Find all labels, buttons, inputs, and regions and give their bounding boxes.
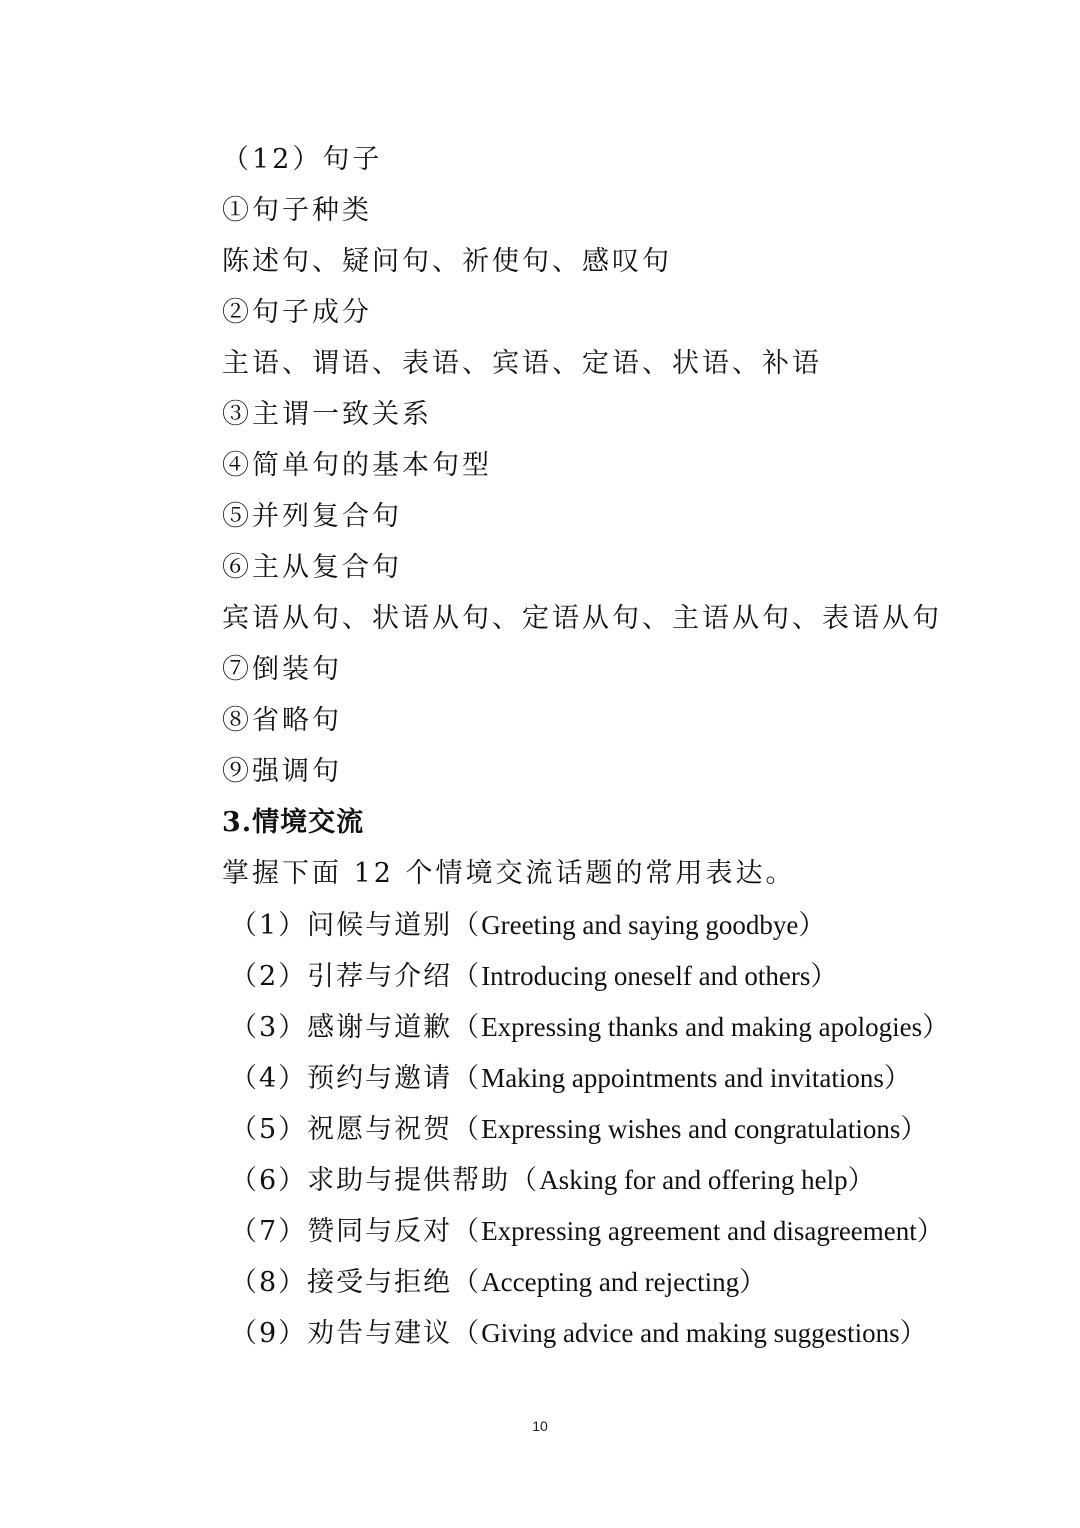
topic-close: ） bbox=[883, 1063, 913, 1094]
topic-en: Giving advice and making suggestions bbox=[481, 1318, 900, 1348]
topic-en: Expressing wishes and congratulations bbox=[481, 1114, 901, 1144]
topic-zh: （2）引荐与介绍（ bbox=[230, 961, 482, 992]
topic-zh: （7）赞同与反对（ bbox=[230, 1216, 482, 1247]
topic-close: ） bbox=[922, 1012, 952, 1043]
subsection-sentence-components: ②句子成分 bbox=[222, 297, 372, 328]
topic-close: ） bbox=[900, 1114, 930, 1145]
complex-sentence-content: 宾语从句、状语从句、定语从句、主语从句、表语从句 bbox=[222, 603, 942, 634]
page-number: 10 bbox=[532, 1418, 548, 1434]
topic-item bbox=[230, 1158, 877, 1202]
topic-en: Introducing oneself and others bbox=[481, 961, 811, 991]
topic-item bbox=[230, 1107, 929, 1151]
subsection-sentence-types: ①句子种类 bbox=[222, 195, 372, 226]
topic-en: Asking for and offering help bbox=[539, 1165, 848, 1195]
topic-zh: （9）劝告与建议（ bbox=[230, 1318, 482, 1349]
topic-item bbox=[230, 1209, 946, 1253]
topic-close: ） bbox=[847, 1165, 877, 1196]
topic-close: ） bbox=[916, 1216, 946, 1247]
section-3-heading: 3.情境交流 bbox=[222, 807, 365, 838]
topic-zh: （8）接受与拒绝（ bbox=[230, 1267, 482, 1298]
topic-item bbox=[230, 903, 827, 947]
section-12-title: （12）句子 bbox=[222, 144, 383, 175]
subsection-emphatic-sentence: ⑨强调句 bbox=[222, 756, 342, 787]
topic-en: Accepting and rejecting bbox=[481, 1267, 740, 1297]
topic-zh: （3）感谢与道歉（ bbox=[230, 1012, 482, 1043]
topic-close: ） bbox=[798, 910, 828, 941]
subsection-ellipsis: ⑧省略句 bbox=[222, 705, 342, 736]
topic-zh: （6）求助与提供帮助（ bbox=[230, 1165, 540, 1196]
topic-item bbox=[230, 1056, 913, 1100]
subsection-inversion: ⑦倒装句 bbox=[222, 654, 342, 685]
topic-item bbox=[230, 1260, 768, 1304]
topic-item bbox=[230, 1311, 929, 1355]
topic-close: ） bbox=[810, 961, 840, 992]
subsection-subject-verb-agreement: ③主谓一致关系 bbox=[222, 399, 432, 430]
topic-close: ） bbox=[739, 1267, 769, 1298]
topic-en: Expressing thanks and making apologies bbox=[481, 1012, 923, 1042]
topic-zh: （4）预约与邀请（ bbox=[230, 1063, 482, 1094]
topic-en: Expressing agreement and disagreement bbox=[481, 1216, 917, 1246]
topic-item bbox=[230, 954, 839, 998]
sentence-types-content: 陈述句、疑问句、祈使句、感叹句 bbox=[222, 246, 672, 277]
topic-en: Greeting and saying goodbye bbox=[481, 910, 799, 940]
topic-item bbox=[230, 1005, 951, 1049]
subsection-compound-sentence: ⑤并列复合句 bbox=[222, 501, 402, 532]
topic-zh: （1）问候与道别（ bbox=[230, 910, 482, 941]
topic-en: Making appointments and invitations bbox=[481, 1063, 884, 1093]
sentence-components-content: 主语、谓语、表语、宾语、定语、状语、补语 bbox=[222, 348, 822, 379]
subsection-complex-sentence: ⑥主从复合句 bbox=[222, 552, 402, 583]
section-3-intro: 掌握下面 12 个情境交流话题的常用表达。 bbox=[222, 858, 796, 889]
subsection-simple-sentence-patterns: ④简单句的基本句型 bbox=[222, 450, 492, 481]
topic-close: ） bbox=[899, 1318, 929, 1349]
topic-zh: （5）祝愿与祝贺（ bbox=[230, 1114, 482, 1145]
